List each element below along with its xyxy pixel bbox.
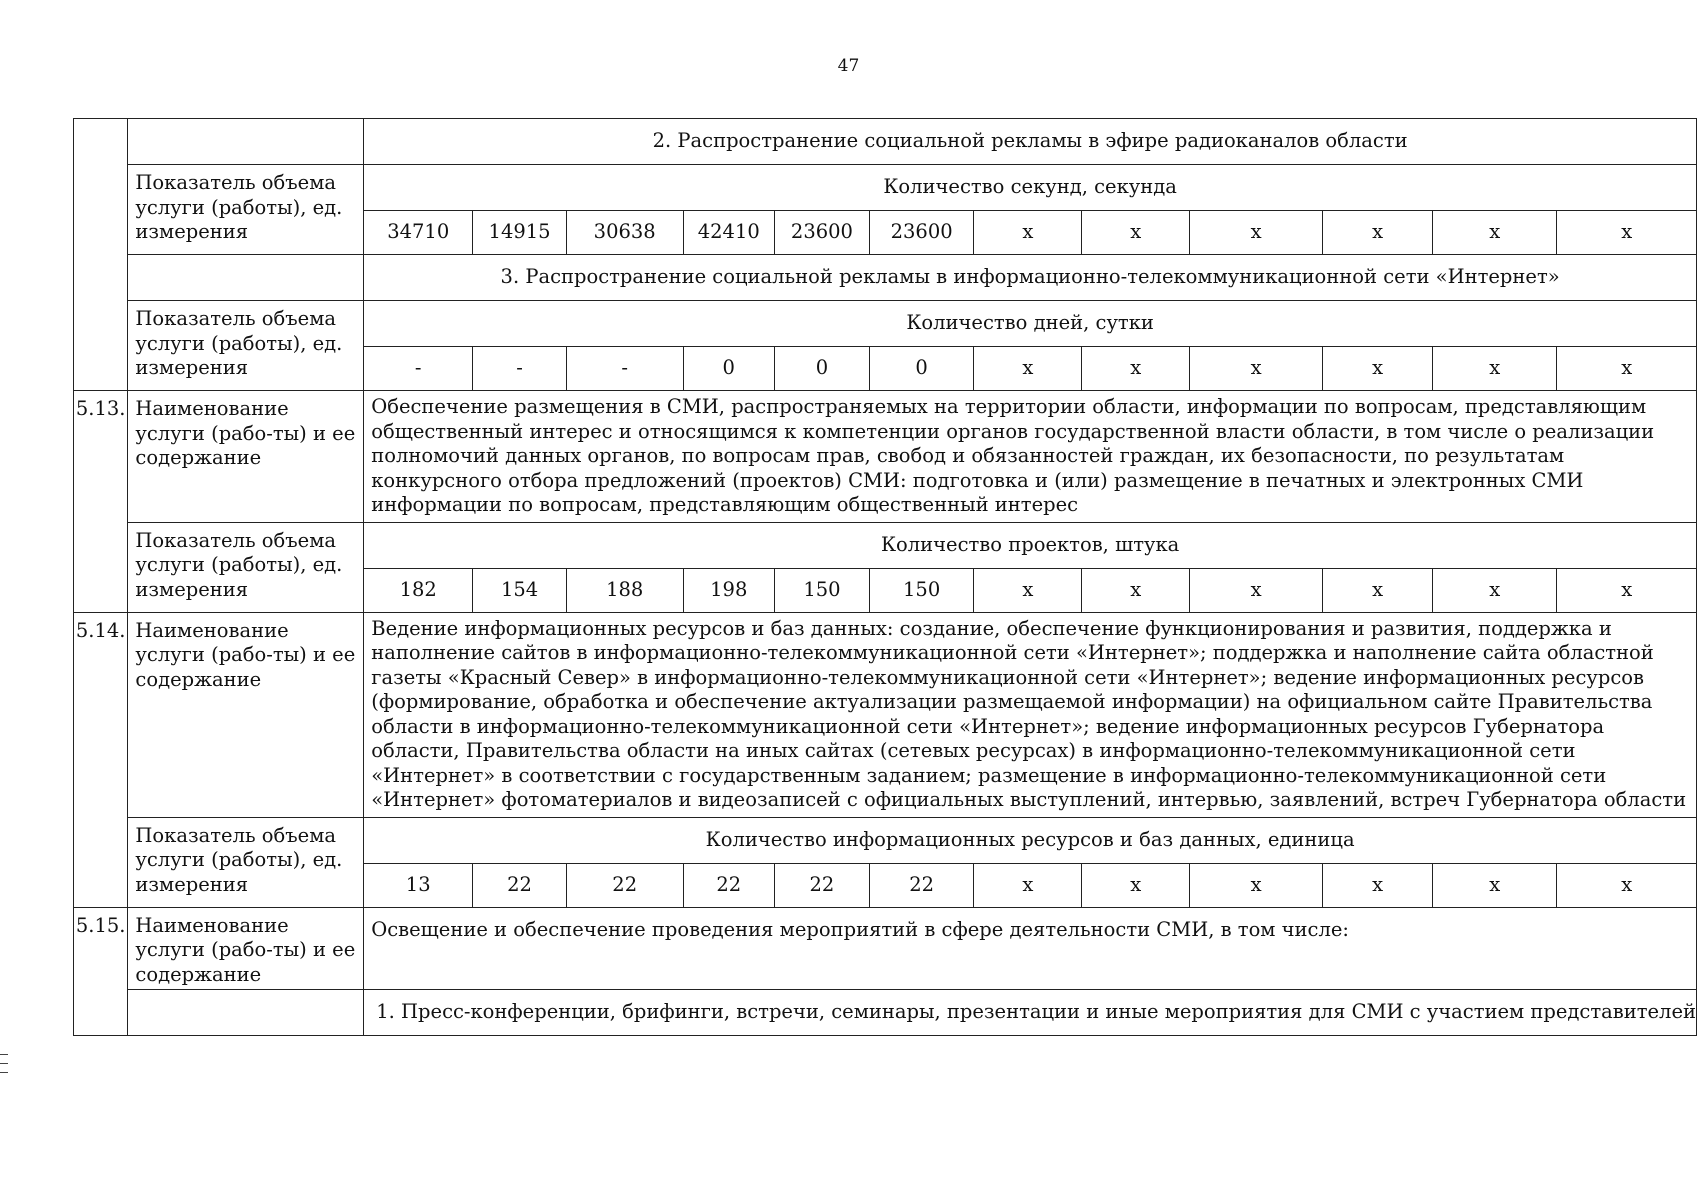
- s513-unit: Количество проектов, штука: [364, 522, 1697, 568]
- value-cell: 198: [683, 568, 775, 612]
- radio-title-row: [74, 119, 1697, 165]
- value-cell: х: [1190, 211, 1323, 255]
- value-cell: х: [974, 568, 1082, 612]
- value-cell: х: [1190, 347, 1323, 391]
- value-cell: х: [1082, 347, 1190, 391]
- s514-unit-row: [74, 817, 1697, 863]
- internet-indicator-label: Показатель объема услуги (работы), ед. измерения: [128, 301, 364, 391]
- radio-unit-row: [74, 165, 1697, 211]
- value-cell: х: [1557, 347, 1697, 391]
- value-cell: х: [1323, 347, 1433, 391]
- value-cell: х: [1433, 568, 1557, 612]
- value-cell: х: [974, 863, 1082, 907]
- s515-description: Освещение и обеспечение проведения мероприятий в сфере деятельности СМИ, в том числе:: [364, 907, 1697, 990]
- s513-indicator-label: Показатель объема услуги (работы), ед. измерения: [128, 522, 364, 612]
- services-table: [73, 118, 1697, 1036]
- s513-name-label: Наименование услуги (рабо-ты) и ее содержание: [128, 391, 364, 523]
- value-cell: 23600: [775, 211, 870, 255]
- radio-section-title: 2. Распространение социальной рекламы в эфире радиоканалов области: [364, 119, 1697, 165]
- value-cell: 22: [683, 863, 775, 907]
- margin-marks: [0, 1054, 8, 1081]
- value-cell: х: [1323, 863, 1433, 907]
- value-cell: 154: [473, 568, 567, 612]
- value-cell: х: [1433, 211, 1557, 255]
- s514-name-label: Наименование услуги (рабо-ты) и ее содержание: [128, 612, 364, 817]
- s515-name-label: Наименование услуги (рабо-ты) и ее содержание: [128, 907, 364, 990]
- s514-number: 5.14.: [74, 612, 128, 907]
- value-cell: х: [974, 347, 1082, 391]
- continued-number-cell: [74, 119, 128, 391]
- s515-name-row: [74, 907, 1697, 990]
- s514-description: Ведение информационных ресурсов и баз данных: создание, обеспечение функционирования и развития, поддержка и наполнение сайтов в информационно-телекоммуникационной сети «Интернет»; поддержка и наполнение сайта областной газеты «Красный Север» в информационно-телекоммуникационной сети «Интернет»; ведение информационных ресурсов (формирование, обработка и обеспечение актуализации размещаемой информации) на официальном сайте Правительства области в информационно-телекоммуникационной сети «Интернет»; ведение информационных ресурсов Губернатора области, Правительства области на иных сайтах (сетевых ресурсах) в информационно-телекоммуникационной сети «Интернет» в соответствии с государственным заданием; размещение в информационно-телекоммуникационной сети «Интернет» фотоматериалов и видеозаписей с официальных выступлений, интервью, заявлений, встреч Губернатора области: [364, 612, 1697, 817]
- value-cell: 13: [364, 863, 473, 907]
- value-cell: -: [566, 347, 683, 391]
- s513-description: Обеспечение размещения в СМИ, распространяемых на территории области, информации по вопросам, представляющим общественный интерес и относящимся к компетенции органов государственной власти области, в том числе о реализации полномочий данных органов, по вопросам прав, свобод и обязанностей граждан, их безопасности, по результатам конкурсного отбора предложений (проектов) СМИ: подготовка и (или) размещение в печатных и электронных СМИ информации по вопросам, представляющим общественный интерес: [364, 391, 1697, 523]
- radio-indicator-label: Показатель объема услуги (работы), ед. измерения: [128, 165, 364, 255]
- s514-indicator-label: Показатель объема услуги (работы), ед. измерения: [128, 817, 364, 907]
- s515-sub-row: [74, 990, 1697, 1036]
- value-cell: -: [473, 347, 567, 391]
- value-cell: 30638: [566, 211, 683, 255]
- internet-unit: Количество дней, сутки: [364, 301, 1697, 347]
- internet-section-title: 3. Распространение социальной рекламы в информационно-телекоммуникационной сети «Интернет»: [364, 255, 1697, 301]
- internet-unit-row: [74, 301, 1697, 347]
- value-cell: 22: [473, 863, 567, 907]
- s513-name-row: [74, 391, 1697, 523]
- value-cell: х: [1082, 568, 1190, 612]
- s513-number: 5.13.: [74, 391, 128, 613]
- radio-unit: Количество секунд, секунда: [364, 165, 1697, 211]
- value-cell: 150: [869, 568, 974, 612]
- s514-name-row: [74, 612, 1697, 817]
- s515-number: 5.15.: [74, 907, 128, 1036]
- value-cell: 22: [566, 863, 683, 907]
- blank-label-cell: [128, 255, 364, 301]
- value-cell: х: [1557, 568, 1697, 612]
- value-cell: 150: [775, 568, 870, 612]
- value-cell: 14915: [473, 211, 567, 255]
- value-cell: 0: [775, 347, 870, 391]
- s515-sub-item: 1. Пресс-конференции, брифинги, встречи, семинары, презентации и иные мероприятия для СМИ с участием представителей: [364, 990, 1697, 1036]
- internet-title-row: [74, 255, 1697, 301]
- value-cell: 0: [683, 347, 775, 391]
- value-cell: 42410: [683, 211, 775, 255]
- blank-label-cell: [128, 119, 364, 165]
- value-cell: 182: [364, 568, 473, 612]
- value-cell: х: [1323, 568, 1433, 612]
- value-cell: -: [364, 347, 473, 391]
- value-cell: 188: [566, 568, 683, 612]
- s513-unit-row: [74, 522, 1697, 568]
- blank-label-cell: [128, 990, 364, 1036]
- s514-unit: Количество информационных ресурсов и баз данных, единица: [364, 817, 1697, 863]
- value-cell: х: [1190, 568, 1323, 612]
- value-cell: х: [1323, 211, 1433, 255]
- value-cell: х: [1433, 863, 1557, 907]
- value-cell: х: [1190, 863, 1323, 907]
- value-cell: 22: [775, 863, 870, 907]
- value-cell: 23600: [869, 211, 974, 255]
- value-cell: х: [974, 211, 1082, 255]
- value-cell: х: [1557, 211, 1697, 255]
- value-cell: 0: [869, 347, 974, 391]
- page-number: 47: [837, 56, 860, 76]
- value-cell: х: [1082, 863, 1190, 907]
- value-cell: 22: [869, 863, 974, 907]
- value-cell: 34710: [364, 211, 473, 255]
- value-cell: х: [1433, 347, 1557, 391]
- value-cell: х: [1082, 211, 1190, 255]
- value-cell: х: [1557, 863, 1697, 907]
